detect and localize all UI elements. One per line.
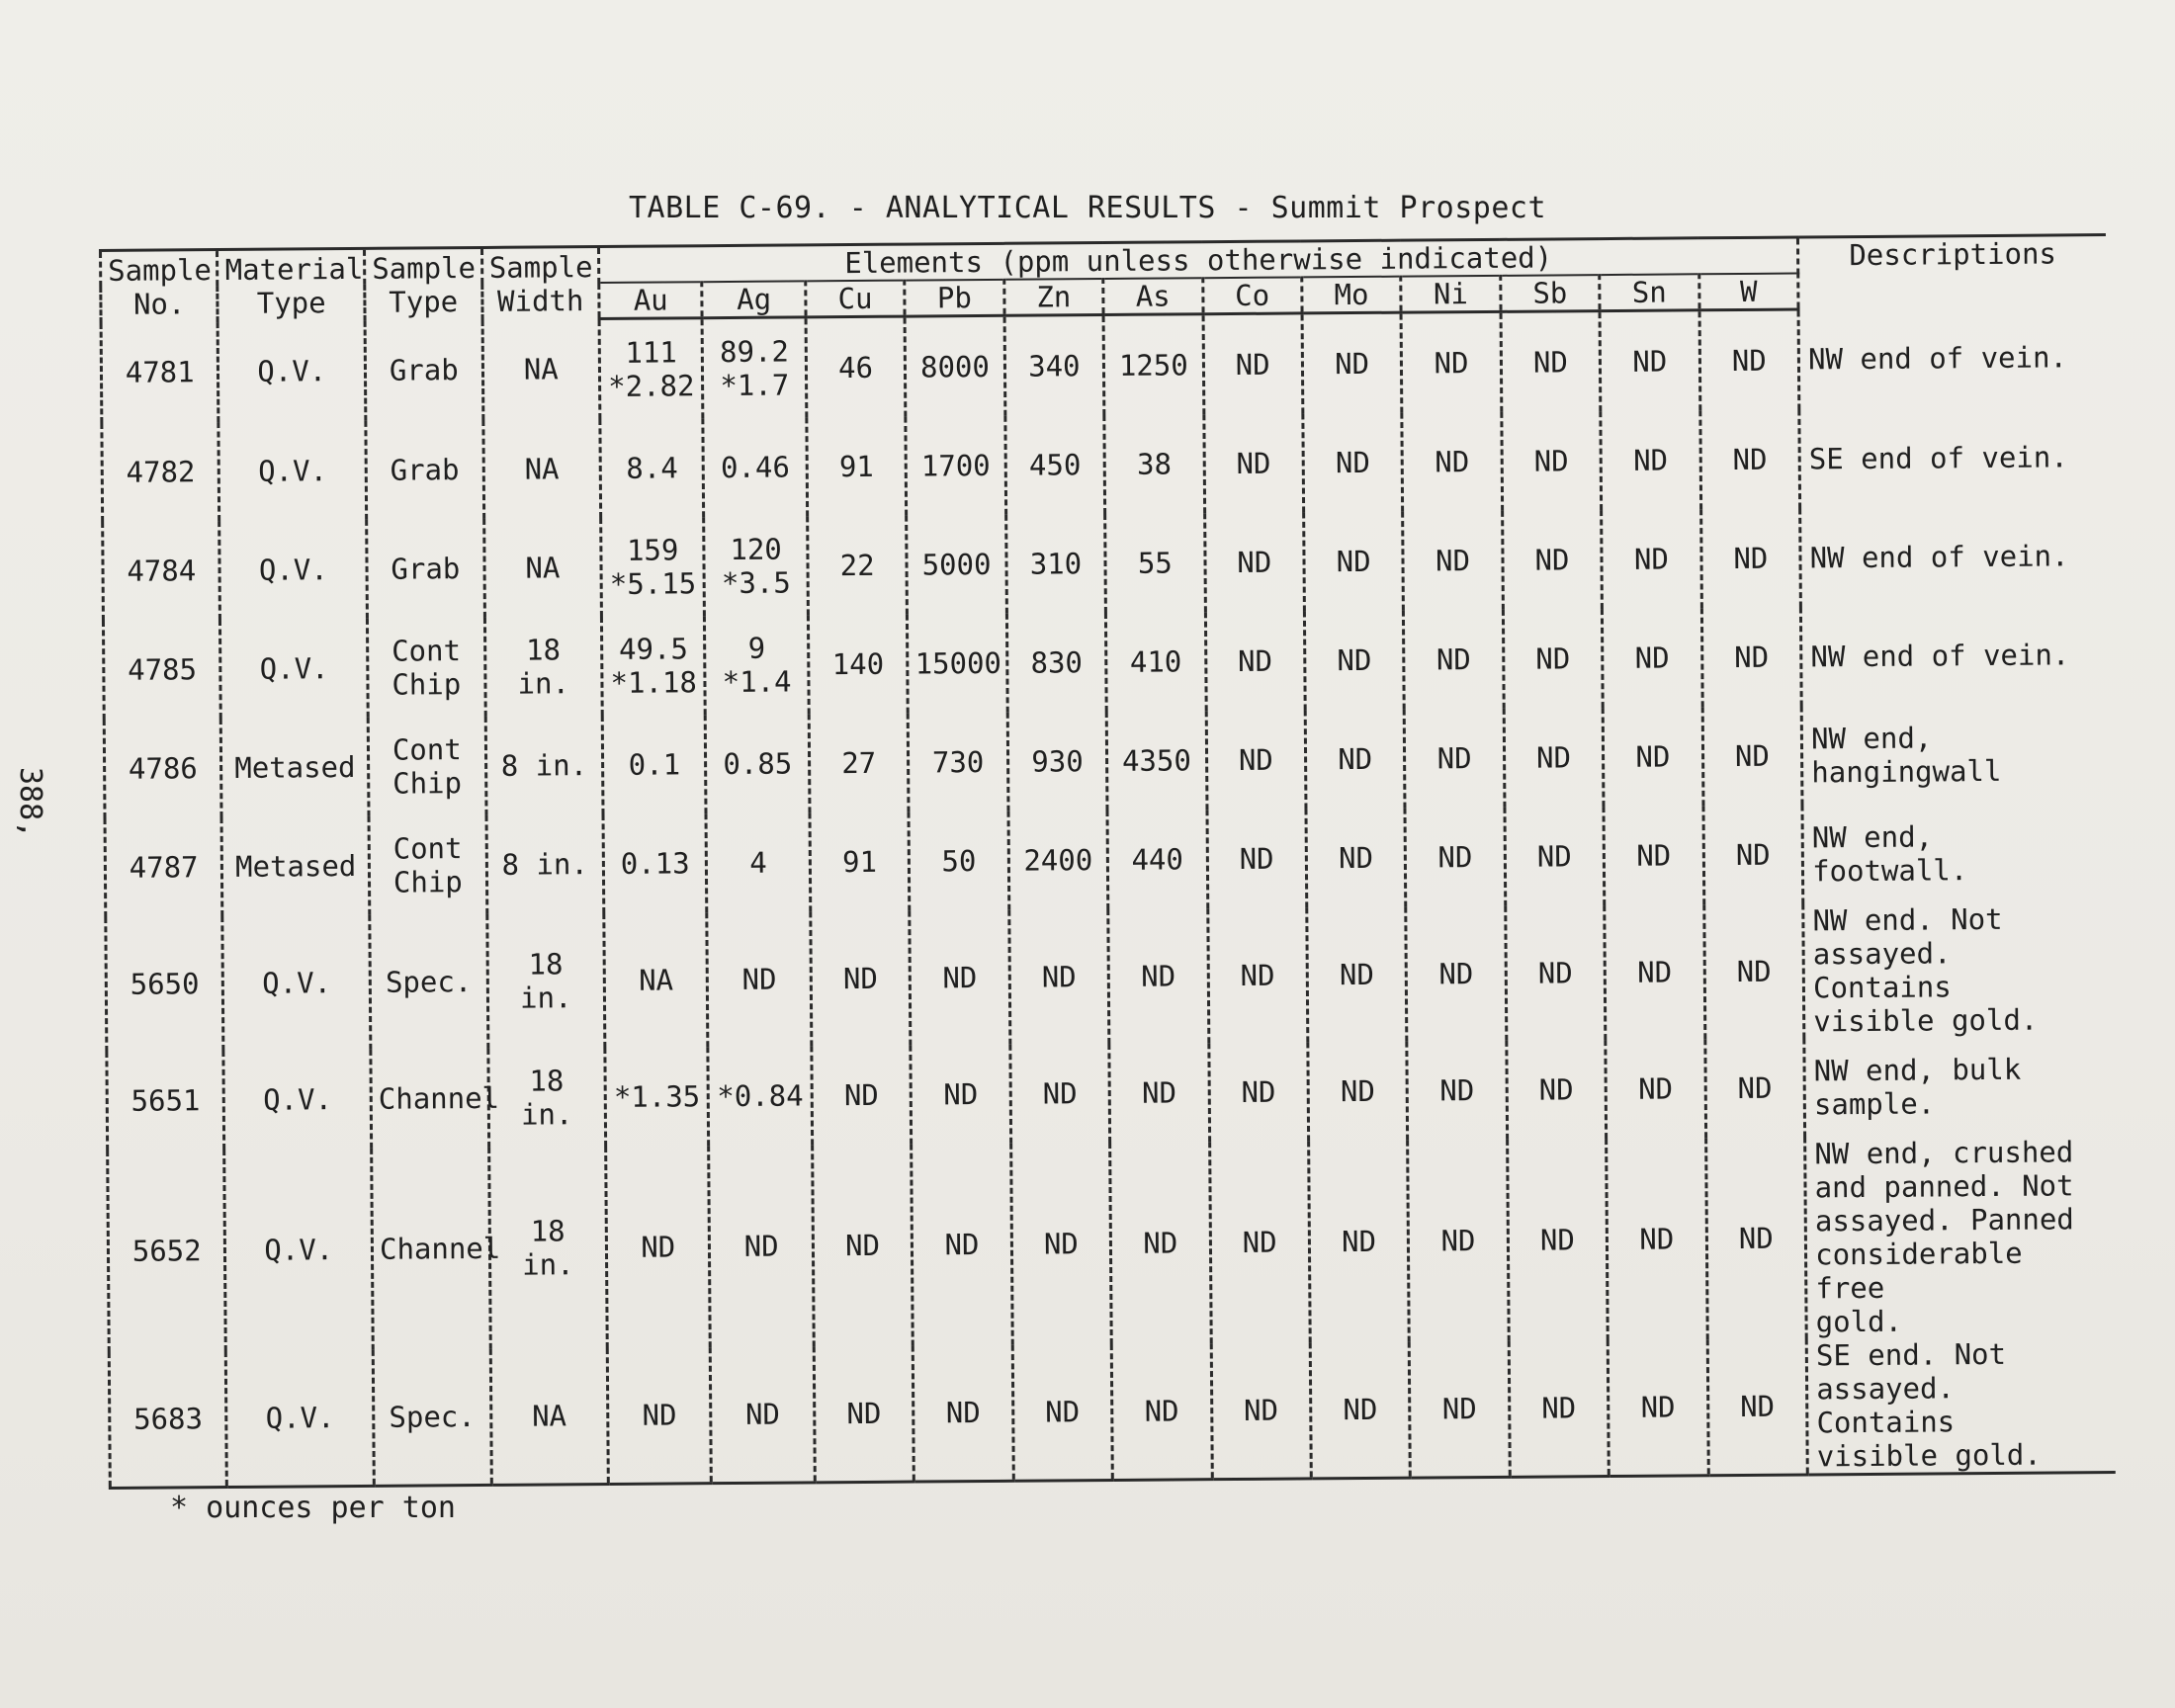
cu-value-cell: 27 (809, 714, 909, 813)
ag-value-cell: 89.2 *1.7 (703, 317, 807, 418)
sample-type-cell: Cont Chip (369, 815, 486, 915)
co-value-cell: ND (1203, 413, 1303, 513)
ni-value-cell: ND (1404, 610, 1504, 710)
header-element-cu: Cu (806, 281, 906, 317)
zn-value-cell: ND (1012, 1344, 1112, 1481)
mo-value-cell: ND (1304, 512, 1404, 612)
sn-value-cell: ND (1604, 806, 1703, 905)
sample-width-cell: 8 in. (486, 814, 604, 914)
sb-value-cell: ND (1502, 510, 1602, 610)
material-type-cell: Q.V. (219, 520, 367, 620)
header-material-type: Material Type (218, 248, 365, 321)
header-element-sb: Sb (1501, 275, 1601, 311)
w-value-cell: ND (1703, 805, 1803, 904)
table-row (103, 605, 2109, 720)
co-value-cell: ND (1206, 710, 1306, 810)
as-value-cell: 410 (1106, 612, 1206, 712)
au-value-cell: *1.35 (605, 1047, 709, 1147)
zn-value-cell: ND (1010, 1044, 1110, 1144)
header-element-ni: Ni (1401, 276, 1501, 312)
header-descriptions: Descriptions (1798, 235, 2107, 309)
ag-value-cell: 9 *1.4 (705, 615, 809, 715)
pb-value-cell: 8000 (905, 315, 1004, 416)
sb-value-cell: ND (1507, 1040, 1607, 1140)
co-value-cell: ND (1204, 512, 1304, 612)
cu-value-cell: 46 (806, 316, 906, 417)
sb-value-cell: ND (1509, 1340, 1609, 1477)
zn-value-cell: 310 (1005, 514, 1105, 614)
sample-width-cell: 8 in. (485, 716, 603, 815)
as-value-cell: 1250 (1103, 314, 1203, 415)
description-cell: NW end of vein. (1801, 605, 2110, 706)
material-type-cell: Q.V. (226, 1350, 375, 1488)
ni-value-cell: ND (1406, 906, 1506, 1042)
sample-no-cell: 5652 (108, 1150, 226, 1352)
ni-value-cell: ND (1410, 1341, 1510, 1478)
as-value-cell: 38 (1104, 414, 1204, 514)
sample-width-cell: NA (483, 518, 601, 618)
co-value-cell: ND (1207, 907, 1307, 1043)
sample-type-cell: Channel (372, 1148, 490, 1350)
analytical-results-table (99, 233, 2116, 1490)
table-title: TABLE C-69. - ANALYTICAL RESULTS - Summit Prospect (628, 191, 1547, 225)
pb-value-cell: ND (911, 1045, 1010, 1145)
sample-type-cell: Channel (371, 1049, 488, 1149)
mo-value-cell: ND (1308, 1042, 1408, 1142)
sample-no-cell: 4782 (102, 422, 219, 522)
w-value-cell: ND (1701, 607, 1801, 707)
material-type-cell: Q.V. (218, 320, 366, 422)
as-value-cell: 440 (1107, 810, 1207, 909)
material-type-cell: Q.V. (223, 1050, 371, 1150)
as-value-cell: ND (1108, 908, 1208, 1044)
description-cell: NW end. Not assayed. Contains visible gold. (1803, 901, 2112, 1038)
ni-value-cell: ND (1408, 1140, 1509, 1342)
as-value-cell: 4350 (1106, 711, 1206, 811)
co-value-cell: ND (1211, 1342, 1311, 1479)
co-value-cell: ND (1207, 809, 1307, 908)
sample-no-cell: 4787 (105, 817, 222, 917)
ni-value-cell: ND (1407, 1041, 1507, 1141)
header-element-au: Au (599, 282, 703, 318)
cu-value-cell: 91 (807, 417, 907, 517)
zn-value-cell: ND (1008, 909, 1108, 1045)
mo-value-cell: ND (1306, 809, 1406, 908)
sb-value-cell: ND (1504, 708, 1604, 808)
ag-value-cell: *0.84 (708, 1046, 812, 1146)
table-row (101, 307, 2107, 423)
pb-value-cell: 5000 (907, 515, 1006, 615)
pb-value-cell: 730 (909, 713, 1008, 812)
zn-value-cell: 450 (1005, 415, 1105, 515)
au-value-cell: 159 *5.15 (601, 517, 705, 617)
co-value-cell: ND (1203, 313, 1303, 414)
ag-value-cell: ND (707, 911, 811, 1047)
ni-value-cell: ND (1405, 808, 1505, 907)
sample-type-cell: Cont Chip (368, 618, 485, 718)
header-element-sn: Sn (1600, 274, 1699, 310)
table-row (103, 506, 2109, 621)
ag-value-cell: 0.46 (703, 417, 807, 517)
as-value-cell: ND (1111, 1343, 1211, 1480)
page-margin-note: 388, (13, 767, 47, 839)
header-element-as: As (1103, 278, 1203, 314)
sample-width-cell: NA (482, 319, 600, 420)
sample-type-cell: Spec. (370, 914, 488, 1050)
w-value-cell: ND (1700, 508, 1800, 608)
material-type-cell: Q.V. (220, 619, 368, 719)
footnote: * ounces per ton (170, 1491, 456, 1525)
sample-no-cell: 4786 (104, 719, 221, 818)
cu-value-cell: ND (812, 1046, 912, 1146)
table-row (107, 1036, 2113, 1151)
ag-value-cell: 120 *3.5 (704, 516, 808, 616)
table-row (108, 1135, 2115, 1352)
w-value-cell: ND (1703, 903, 1804, 1039)
sample-type-cell: Spec. (373, 1349, 491, 1486)
description-cell: NW end of vein. (1800, 506, 2109, 607)
sb-value-cell: ND (1501, 311, 1601, 412)
mo-value-cell: ND (1305, 710, 1405, 810)
sample-no-cell: 5650 (106, 916, 224, 1052)
zn-value-cell: ND (1010, 1143, 1111, 1345)
description-cell: NW end of vein. (1798, 307, 2107, 410)
description-cell: NW end, hangingwall (1801, 704, 2110, 805)
au-value-cell: ND (606, 1146, 711, 1348)
pb-value-cell: 1700 (906, 416, 1005, 516)
cu-value-cell: 22 (808, 516, 908, 616)
header-sample-no: Sample No. (101, 250, 218, 323)
pb-value-cell: 50 (909, 811, 1008, 911)
au-value-cell: 8.4 (600, 418, 704, 518)
zn-value-cell: 340 (1004, 315, 1104, 416)
description-cell: NW end, crushed and panned. Not assayed. Panned considerable free gold. (1805, 1135, 2115, 1338)
zn-value-cell: 930 (1007, 712, 1107, 811)
ni-value-cell: ND (1403, 511, 1503, 611)
zn-value-cell: 2400 (1008, 811, 1108, 910)
pb-value-cell: ND (912, 1144, 1012, 1346)
ni-value-cell: ND (1402, 412, 1502, 512)
w-value-cell: ND (1707, 1338, 1808, 1475)
material-type-cell: Q.V. (224, 1149, 373, 1351)
table-row (109, 1336, 2116, 1488)
sample-no-cell: 4785 (103, 620, 220, 720)
mo-value-cell: ND (1304, 611, 1404, 711)
au-value-cell: 0.13 (603, 813, 707, 913)
sample-type-cell: Grab (366, 420, 483, 520)
as-value-cell: ND (1109, 1043, 1209, 1143)
as-value-cell: 55 (1105, 513, 1205, 613)
zn-value-cell: 830 (1006, 613, 1106, 713)
ag-value-cell: 0.85 (706, 714, 810, 813)
header-element-pb: Pb (905, 280, 1004, 316)
header-element-w: W (1698, 274, 1798, 310)
sb-value-cell: ND (1505, 807, 1605, 906)
material-type-cell: Metased (221, 718, 369, 817)
table-row (104, 704, 2110, 818)
cu-value-cell: ND (814, 1346, 914, 1483)
mo-value-cell: ND (1309, 1141, 1410, 1343)
as-value-cell: ND (1110, 1142, 1211, 1344)
co-value-cell: ND (1208, 1042, 1308, 1142)
mo-value-cell: ND (1307, 907, 1407, 1043)
sn-value-cell: ND (1607, 1138, 1707, 1340)
sample-no-cell: 4784 (103, 521, 220, 621)
material-type-cell: Q.V. (222, 915, 371, 1051)
sample-no-cell: 4781 (101, 322, 218, 423)
w-value-cell: ND (1702, 706, 1802, 806)
header-element-ag: Ag (702, 281, 806, 317)
cu-value-cell: 140 (808, 615, 908, 715)
au-value-cell: 111 *2.82 (599, 318, 703, 419)
sample-type-cell: Cont Chip (368, 717, 485, 816)
header-element-co: Co (1202, 277, 1302, 313)
pb-value-cell: ND (910, 910, 1009, 1046)
sn-value-cell: ND (1603, 608, 1702, 708)
sb-value-cell: ND (1502, 411, 1602, 511)
au-value-cell: ND (607, 1347, 711, 1484)
sample-width-cell: 18 in. (486, 913, 605, 1049)
w-value-cell: ND (1705, 1137, 1806, 1339)
sample-width-cell: NA (490, 1348, 609, 1485)
mo-value-cell: ND (1303, 413, 1403, 513)
sample-width-cell: 18 in. (484, 617, 602, 717)
co-value-cell: ND (1209, 1141, 1310, 1343)
description-cell: SE end of vein. (1799, 407, 2108, 508)
ag-value-cell: 4 (706, 812, 810, 912)
sb-value-cell: ND (1506, 905, 1606, 1041)
material-type-cell: Metased (222, 816, 370, 916)
cu-value-cell: 91 (810, 812, 910, 912)
material-type-cell: Q.V. (218, 421, 366, 521)
co-value-cell: ND (1205, 611, 1305, 711)
table-row (105, 803, 2111, 917)
sn-value-cell: ND (1601, 410, 1700, 510)
ni-value-cell: ND (1405, 709, 1505, 809)
sn-value-cell: ND (1603, 707, 1702, 807)
au-value-cell: 49.5 *1.18 (602, 616, 706, 716)
header-element-zn: Zn (1003, 279, 1103, 315)
description-cell: NW end, bulk sample. (1804, 1036, 2113, 1137)
cu-value-cell: ND (811, 911, 911, 1047)
ag-value-cell: ND (711, 1346, 815, 1483)
w-value-cell: ND (1699, 309, 1799, 410)
sample-type-cell: Grab (365, 319, 482, 420)
sample-no-cell: 5651 (107, 1051, 224, 1151)
mo-value-cell: ND (1310, 1342, 1410, 1479)
au-value-cell: 0.1 (602, 715, 706, 814)
results-table-container (99, 233, 2116, 1490)
sn-value-cell: ND (1605, 904, 1704, 1040)
table-row (106, 901, 2113, 1052)
ag-value-cell: ND (709, 1145, 814, 1347)
sample-no-cell: 5683 (109, 1351, 227, 1488)
sn-value-cell: ND (1608, 1339, 1707, 1476)
pb-value-cell: ND (914, 1345, 1013, 1482)
sb-value-cell: ND (1507, 1139, 1608, 1341)
description-cell: SE end. Not assayed. Contains visible gold. (1806, 1336, 2115, 1475)
sample-width-cell: 18 in. (487, 1048, 605, 1148)
header-sample-type: Sample Type (365, 247, 482, 320)
sn-value-cell: ND (1600, 310, 1699, 411)
w-value-cell: ND (1704, 1038, 1804, 1138)
au-value-cell: NA (604, 912, 708, 1048)
mo-value-cell: ND (1302, 312, 1402, 413)
ni-value-cell: ND (1401, 311, 1501, 412)
table-row (102, 407, 2108, 522)
cu-value-cell: ND (813, 1145, 914, 1347)
sb-value-cell: ND (1503, 609, 1603, 709)
sample-width-cell: NA (482, 419, 600, 519)
header-sample-width: Sample Width (481, 247, 599, 320)
w-value-cell: ND (1699, 409, 1799, 509)
sn-value-cell: ND (1606, 1039, 1705, 1139)
description-cell: NW end, footwall. (1802, 803, 2111, 903)
header-element-mo: Mo (1302, 277, 1402, 313)
sn-value-cell: ND (1602, 509, 1701, 609)
sample-type-cell: Grab (367, 519, 484, 619)
sample-width-cell: 18 in. (488, 1147, 607, 1349)
header-elements: Elements (ppm unless otherwise indicated) (599, 237, 1798, 283)
pb-value-cell: 15000 (908, 614, 1007, 714)
